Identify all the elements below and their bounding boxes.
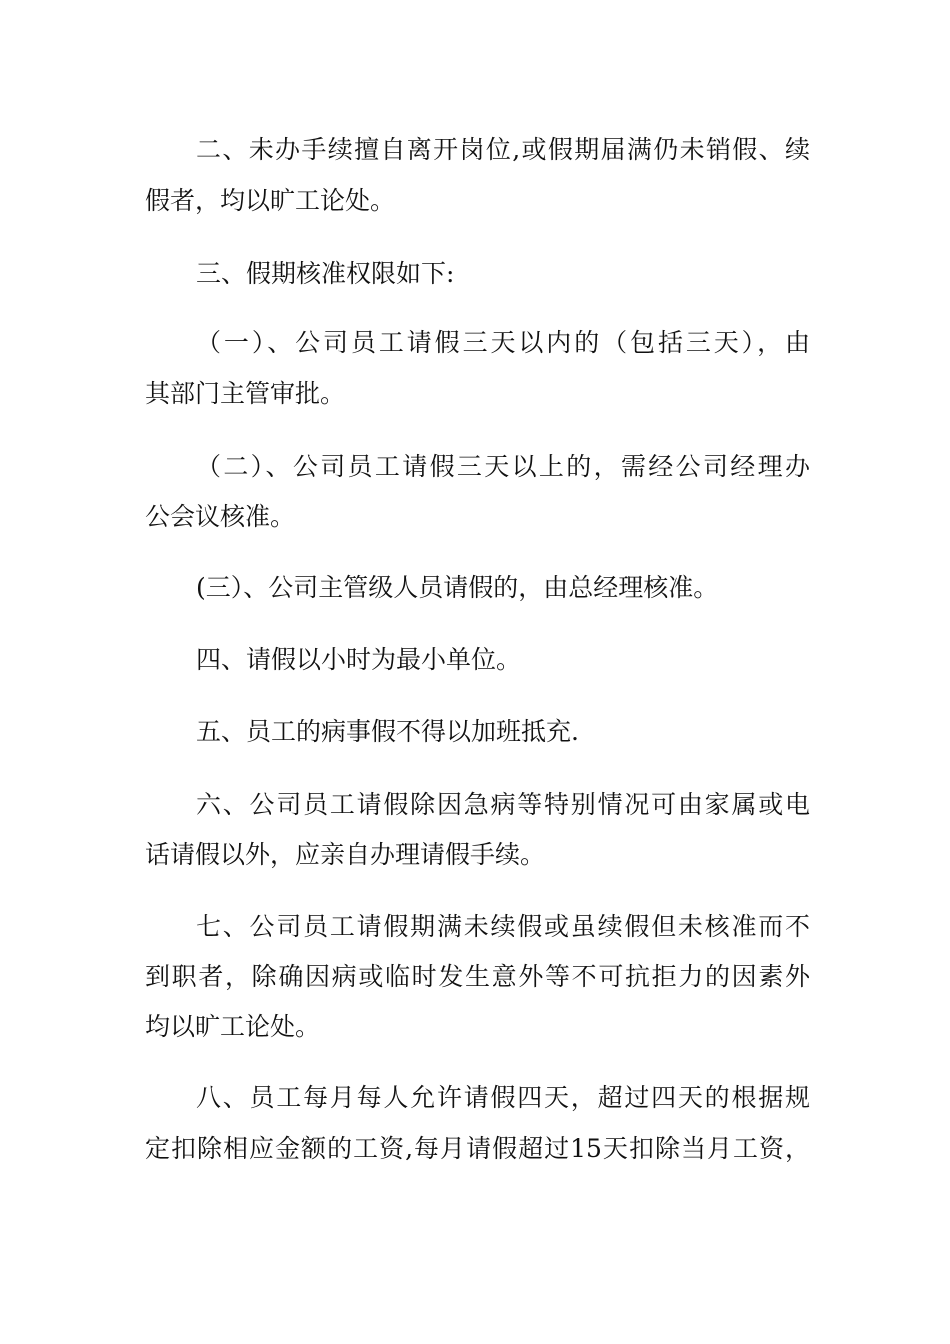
paragraph-7-line-1: 七、公司员工请假期满未续假或虽续假但未核准而不 [196, 912, 810, 941]
paragraph-6-line-1: 六、公司员工请假除因急病等特别情况可由家属或电 [196, 790, 810, 819]
paragraph-3-3: (三）、公司主管级人员请假的，由总经理核准。 [196, 573, 719, 602]
paragraph-2-line-2: 假者，均以旷工论处。 [145, 186, 396, 215]
paragraph-8-line-2: 定扣除相应金额的工资,每月请假超过15天扣除当月工资， [145, 1134, 810, 1163]
paragraph-3-1-line-2: 其部门主管审批。 [145, 379, 346, 408]
paragraph-7-line-3: 均以旷工论处。 [145, 1012, 321, 1041]
paragraph-8-line-1: 八、员工每月每人允许请假四天，超过四天的根据规 [196, 1083, 810, 1112]
paragraph-3-2-line-1: （二）、公司员工请假三天以上的，需经公司经理办 [196, 452, 810, 481]
paragraph-5: 五、员工的病事假不得以加班抵充. [196, 717, 579, 746]
paragraph-6-line-2: 话请假以外，应亲自办理请假手续。 [145, 840, 546, 869]
paragraph-3-heading: 三、假期核准权限如下: [196, 259, 455, 288]
paragraph-2-line-1: 二、未办手续擅自离开岗位,或假期届满仍未销假、续 [196, 135, 810, 164]
paragraph-4: 四、请假以小时为最小单位。 [196, 645, 522, 674]
paragraph-3-2-line-2: 公会议核准。 [145, 502, 296, 531]
paragraph-3-1-line-1: （一）、公司员工请假三天以内的（包括三天），由 [196, 328, 810, 357]
paragraph-7-line-2: 到职者，除确因病或临时发生意外等不可抗拒力的因素外 [145, 962, 810, 991]
